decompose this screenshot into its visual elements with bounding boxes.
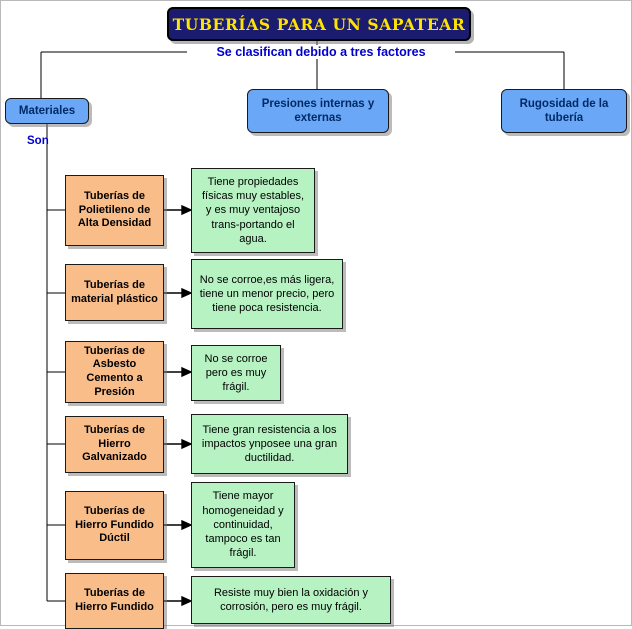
son-label: Son [27, 135, 49, 147]
material-description-4 [191, 414, 348, 474]
material-name: Tuberías de Hierro Galvanizado [82, 423, 147, 464]
diagram-title-text: TUBERÍAS PARA UN SAPATEAR [172, 14, 466, 34]
material-description-text: Resiste muy bien la oxidación y corrosión, pero es muy frágil. [213, 586, 369, 613]
material-description-6 [191, 576, 391, 624]
factor-label: Materiales [18, 104, 76, 117]
material-description-text: No se corroe pero es muy frágil. [204, 352, 268, 394]
material-name: Tuberías de Hierro Fundido [75, 587, 154, 613]
material-node-4 [65, 416, 164, 473]
factor-label: Presiones internas y externas [261, 97, 375, 124]
factor-node-rugosidad [501, 89, 627, 133]
material-node-2 [65, 264, 164, 321]
material-name: Tuberías de Polietileno de Alta Densidad [77, 189, 152, 230]
material-description-5 [191, 482, 295, 568]
material-node-6 [65, 573, 164, 629]
factor-label: Rugosidad de la tubería [519, 97, 609, 124]
material-description-2 [191, 259, 343, 329]
material-description-3 [191, 345, 281, 401]
material-node-3 [65, 341, 164, 403]
material-name: Tuberías de Hierro Fundido Dúctil [75, 504, 154, 545]
material-description-text: No se corroe,es más ligera, tiene un menor precio, pero tiene poca resistencia. [199, 273, 335, 315]
factor-node-materiales [5, 98, 89, 124]
material-description-1 [191, 168, 315, 253]
material-name: Tuberías de Asbesto Cemento a Presión [84, 344, 145, 398]
classification-subtitle: Se clasifican debido a tres factores [187, 45, 455, 59]
material-node-1 [65, 175, 164, 246]
diagram-title [167, 7, 471, 41]
factor-node-presiones [247, 89, 389, 133]
material-description-text: Tiene propiedades físicas muy estables, y es muy ventajoso trans-portando el agua. [201, 175, 305, 245]
material-description-text: Tiene mayor homogeneidad y continuidad, tampoco es tan frágil. [202, 490, 284, 560]
material-node-5 [65, 491, 164, 560]
material-name: Tuberías de material plástico [71, 278, 158, 305]
material-description-text: Tiene gran resistencia a los impactos ynposee una gran ductilidad. [201, 423, 338, 465]
